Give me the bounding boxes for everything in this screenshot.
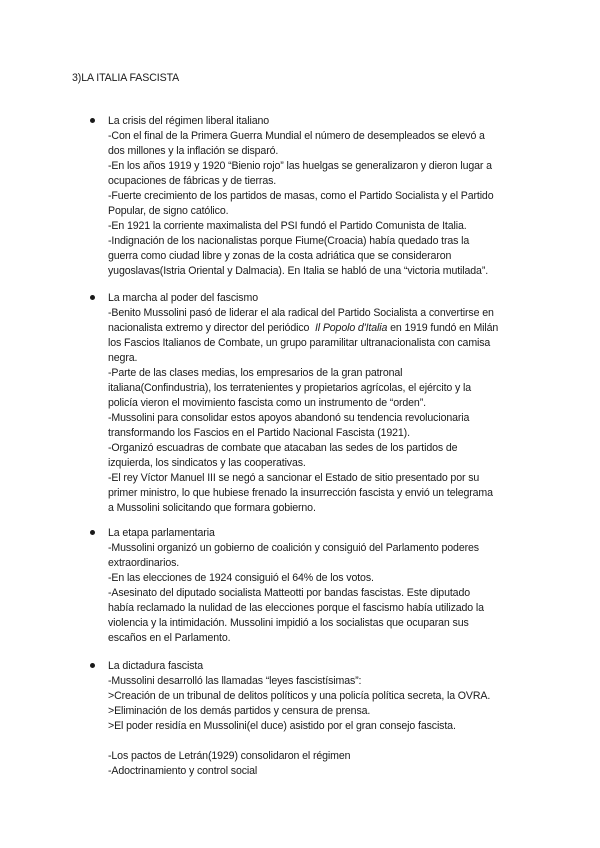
body-line: -Adoctrinamiento y control social: [108, 765, 258, 777]
body-line: -Asesinato del diputado socialista Matteotti por bandas fascistas. Este diputado: [108, 587, 470, 599]
section-etapa-parlamentaria: [90, 526, 530, 646]
body-line: extraordinarios.: [108, 557, 180, 569]
body-line: transformando los Fascios en el Partido Nacional Fascista (1921).: [108, 427, 410, 439]
body-line: -En las elecciones de 1924 consiguió el 64% de los votos.: [108, 572, 374, 584]
section-body: [108, 306, 530, 516]
bullet-icon: [90, 663, 95, 668]
section-heading: La etapa parlamentaria: [108, 527, 215, 539]
body-line-newspaper: [108, 321, 530, 336]
body-line-part: en 1919 fundó en Milán: [390, 322, 499, 334]
body-line: -Mussolini desarrolló las llamadas “leyes fascistísimas”:: [108, 675, 362, 687]
body-line: -Fuerte crecimiento de los partidos de masas, como el Partido Socialista y el Partido: [108, 190, 494, 202]
body-line: >Eliminación de los demás partidos y censura de prensa.: [108, 705, 371, 717]
body-line: Popular, de signo católico.: [108, 205, 229, 217]
body-line: -Mussolini para consolidar estos apoyos abandonó su tendencia revolucionaria: [108, 412, 470, 424]
document-title: 3)LA ITALIA FASCISTA: [72, 72, 180, 84]
bullet-icon: [90, 118, 95, 123]
body-line-part: nacionalista extremo y director del periódico: [108, 322, 310, 334]
body-line: los Fascios Italianos de Combate, un grupo paramilitar ultranacionalista con camisa: [108, 337, 491, 349]
body-line: ocupaciones de fábricas y de tierras.: [108, 175, 277, 187]
body-line: -Organizó escuadras de combate que atacaban las sedes de los partidos de: [108, 442, 458, 454]
body-line: había reclamado la nulidad de las elecciones porque el fascismo había utilizado la: [108, 602, 484, 614]
body-line: negra.: [108, 352, 138, 364]
newspaper-name: Il Popolo d'Italia: [314, 322, 388, 334]
bullet-icon: [90, 295, 95, 300]
body-line: guerra como ciudad libre y zonas de la costa adriática que se consideraron: [108, 250, 452, 262]
section-crisis-liberal: [90, 114, 530, 279]
body-line: >Creación de un tribunal de delitos políticos y una policía política secreta, la OVRA.: [108, 690, 491, 702]
section-heading: La dictadura fascista: [108, 660, 204, 672]
body-line: >El poder residía en Mussolini(el duce) asistido por el gran consejo fascista.: [108, 720, 456, 732]
body-line: yugoslavas(Istria Oriental y Dalmacia). En Italia se habló de una “victoria mutilada”.: [108, 265, 489, 277]
body-line: italiana(Confindustria), los terratenientes y propietarios agrícolas, el ejército y la: [108, 382, 471, 394]
body-line: -Mussolini organizó un gobierno de coalición y consiguió del Parlamento poderes: [108, 542, 479, 554]
body-line: a Mussolini solicitando que formara gobierno.: [108, 502, 316, 514]
body-line: -Indignación de los nacionalistas porque Fiume(Croacia) había quedado tras la: [108, 235, 470, 247]
body-line: -Con el final de la Primera Guerra Mundial el número de desempleados se elevó a: [108, 130, 485, 142]
body-line: policía vieron el movimiento fascista como un instrumento de “orden”.: [108, 397, 426, 409]
body-line: -Parte de las clases medias, los empresarios de la gran patronal: [108, 367, 403, 379]
body-line: -En los años 1919 y 1920 “Bienio rojo” las huelgas se generalizaron y dieron lugar a: [108, 160, 492, 172]
section-body: [108, 129, 530, 279]
blank-line: [108, 734, 530, 749]
section-dictadura-fascista: [90, 659, 530, 779]
body-line: -El rey Víctor Manuel III se negó a sancionar el Estado de sitio presentado por su: [108, 472, 480, 484]
body-line: izquierda, los sindicatos y las cooperativas.: [108, 457, 306, 469]
body-line: dos millones y la inflación se disparó.: [108, 145, 279, 157]
bullet-icon: [90, 530, 95, 535]
section-body: [108, 541, 530, 646]
body-line: escaños en el Parlamento.: [108, 632, 231, 644]
section-heading: La marcha al poder del fascismo: [108, 292, 258, 304]
section-marcha-fascismo: [90, 291, 530, 516]
body-line: violencia y la intimidación. Mussolini impidió a los socialistas que ocuparan sus: [108, 617, 469, 629]
section-body: [108, 674, 530, 779]
section-heading: La crisis del régimen liberal italiano: [108, 115, 270, 127]
body-line: primer ministro, lo que hubiese frenado la insurrección fascista y envió un telegrama: [108, 487, 493, 499]
body-line: -En 1921 la corriente maximalista del PSI fundó el Partido Comunista de Italia.: [108, 220, 467, 232]
body-line: -Los pactos de Letrán(1929) consolidaron el régimen: [108, 750, 351, 762]
body-line: -Benito Mussolini pasó de liderar el ala radical del Partido Socialista a convertirse en: [108, 307, 494, 319]
